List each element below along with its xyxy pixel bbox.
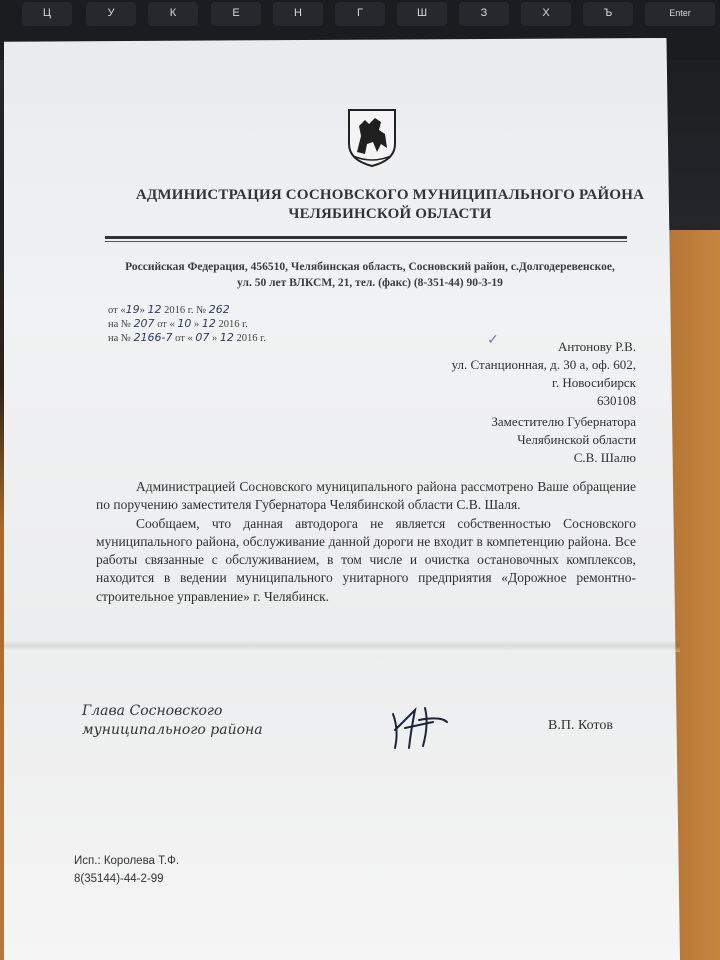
recipient1-name: Антонову Р.В. [557,339,636,354]
key-n: Н [273,2,323,26]
body-paragraph-2: Сообщаем, что данная автодорога не является собственностью Сосновского муниципального района, обслуживание данной дороги не входит в компетенцию района. Все работы связанные с обслуживанием, в том числе и очистка остановочных комплексов, находится в ведении муниципального унитарного предприятия «Дорожное ремонтно-строительное управление» г. Челябинск. [96,515,636,604]
recipient2-position: Заместителю Губернатора [491,414,636,429]
ref1-number: 262 [208,303,230,316]
ref3-month: 12 [219,331,234,344]
key-g: Г [335,2,385,26]
organization-title-line1: АДМИНИСТРАЦИЯ СОСНОВСКОГО МУНИЦИПАЛЬНОГО РАЙОНА [135,187,645,203]
key-e: Е [211,2,261,26]
ref3-number: 2166-7 [133,331,173,344]
paper-fold [4,640,680,652]
recipient-block-2 [491,413,636,467]
key-enter: Enter [645,2,715,26]
header-rule-thin [105,241,627,242]
address-line1: Российская Федерация, 456510, Челябинская область, Сосновский район, с.Долгодеревенское, [125,261,615,273]
organization-title-line2: ЧЕЛЯБИНСКОЙ ОБЛАСТИ [288,206,492,222]
organization-title [110,186,670,224]
recipient1-postcode: 630108 [597,393,636,408]
outgoing-reference: от «19» 12 2016 г. № 262 [108,303,230,316]
incoming-reference-2: на № 2166-7 от « 07 » 12 2016 г. [108,331,266,344]
ref1-month: 12 [147,303,162,316]
executor-phone: 8(35144)-44-2-99 [74,873,164,885]
recipient2-name: С.В. Шалю [573,450,636,465]
ref3-day: 07 [195,331,210,344]
key-u: У [86,2,136,26]
letter-body [96,478,636,606]
coat-of-arms-emblem [345,108,399,168]
key-k: К [148,2,198,26]
recipient1-city: г. Новосибирск [551,375,636,390]
handwritten-signature [385,700,455,755]
signatory-title-line1: Глава Сосновского [82,703,223,719]
ref2-day: 10 [177,317,192,330]
key-sh: Ш [397,2,447,26]
signatory-name: В.П. Котов [548,718,613,733]
organization-address [90,259,650,291]
key-z: З [459,2,509,26]
header-rule-thick [105,236,627,239]
key-hard-sign: Ъ [583,2,633,26]
ref1-day: 19 [125,303,140,316]
key-ts: Ц [22,2,72,26]
recipient2-region: Челябинской области [517,432,636,447]
address-line2: ул. 50 лет ВЛКСМ, 21, тел. (факс) (8-351-44) 90-3-19 [237,277,503,289]
signatory-title [82,702,263,740]
key-h: Х [521,2,571,26]
recipient1-street: ул. Станционная, д. 30 а, оф. 602, [451,357,636,372]
body-paragraph-1: Администрацией Сосновского муниципального района рассмотрено Ваше обращение по поручению заместителя Губернатора Челябинской области С.В. Шаля. [96,479,636,513]
ref2-month: 12 [201,317,216,330]
ref2-number: 207 [133,317,155,330]
recipient-block-1 [452,338,636,410]
checkmark-icon: ✓ [487,333,499,348]
signatory-title-line2: муниципального района [82,722,263,738]
incoming-reference-1: на № 207 от « 10 » 12 2016 г. [108,317,248,330]
executor-name: Исп.: Королева Т.Ф. [74,855,180,867]
executor-info [74,852,179,888]
